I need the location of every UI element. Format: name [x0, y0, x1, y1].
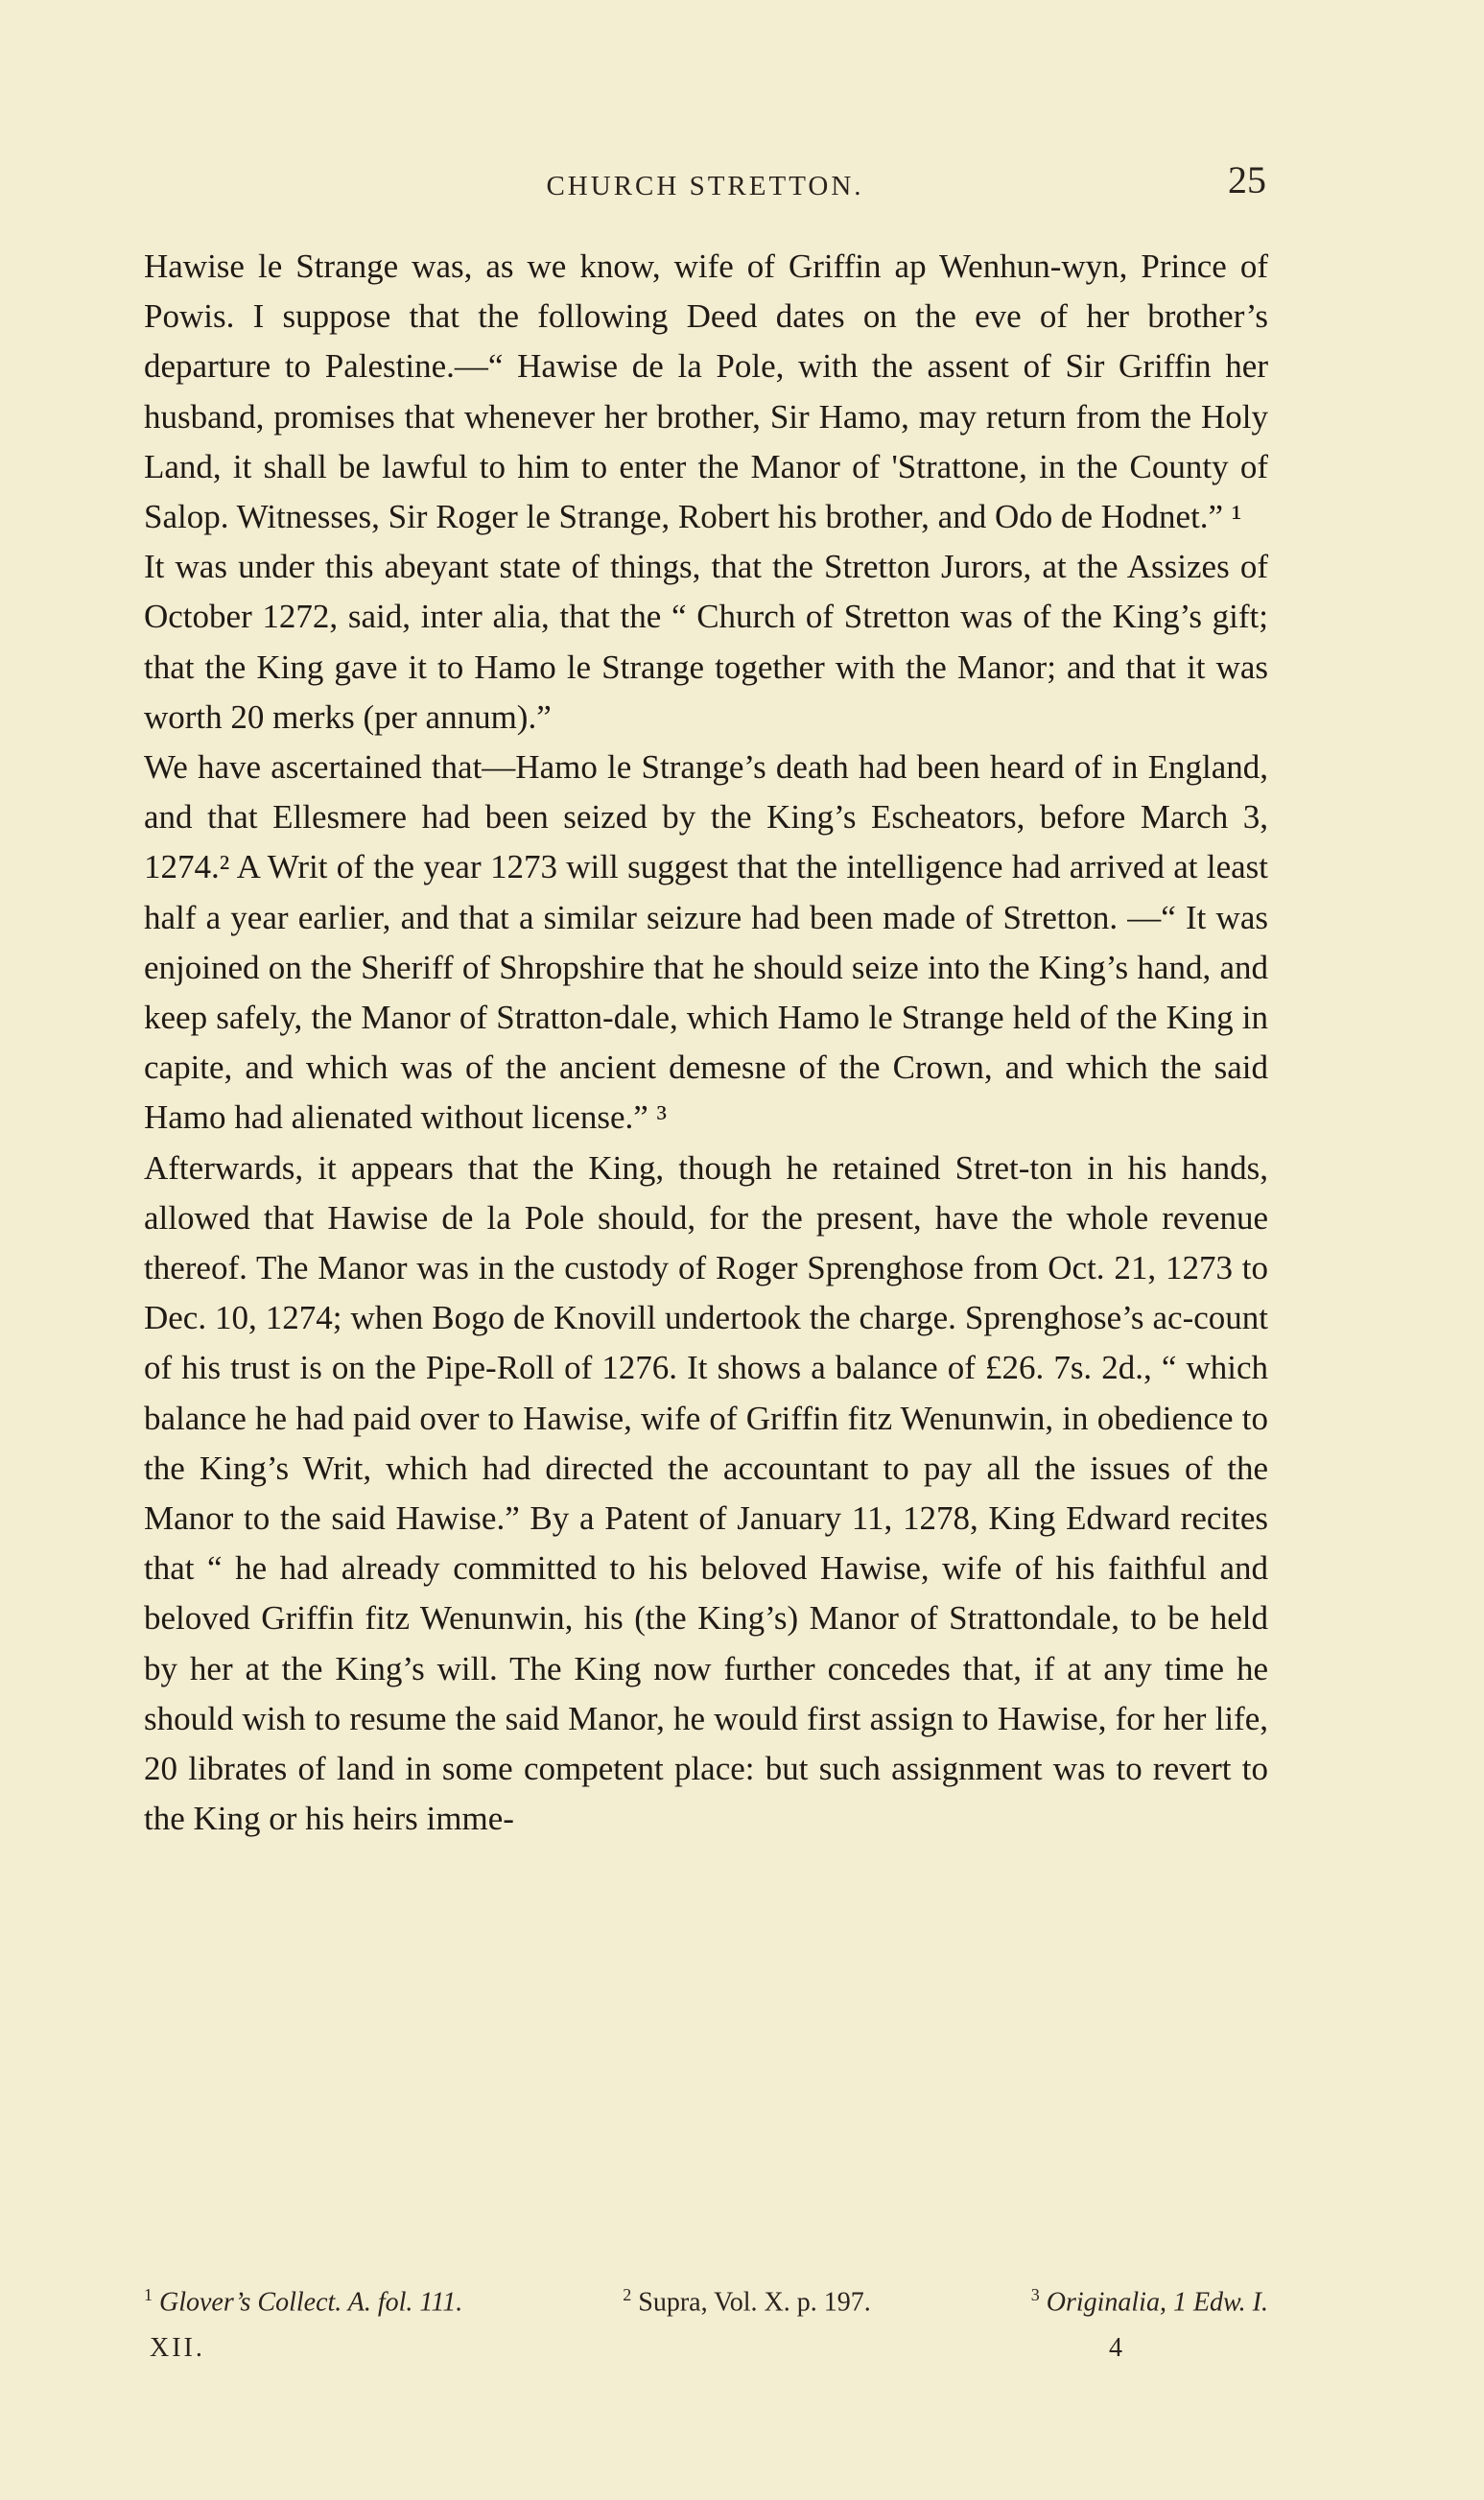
footnote-text: Glover’s Collect. A. fol. 111.	[159, 2287, 463, 2318]
page-header	[144, 158, 1266, 209]
footnote	[623, 2285, 870, 2318]
footnote-mark: 1	[144, 2285, 153, 2304]
footnote	[144, 2285, 462, 2318]
volume-mark: XII.	[150, 2333, 205, 2363]
signature-mark: 4	[1109, 2333, 1122, 2363]
footnote-text: Originalia, 1 Edw. I.	[1046, 2287, 1268, 2318]
paragraph: Hawise le Strange was, as we know, wife of Griffin ap Wenhun-wyn, Prince of Powis. I suppose that the following Deed dates on the eve of her brother’s departure to Palestine.—“ Hawise de la Pole, with the assent of Sir Griffin her husband, promises that whenever her brother, Sir Hamo, may return from the Holy Land, it shall be lawful to him to enter the Manor of 'Strattone, in the County of Salop. Witnesses, Sir Roger le Strange, Robert his brother, and Odo de Hodnet.” ¹	[144, 248, 1268, 536]
page-number: 25	[1228, 158, 1266, 201]
paragraph: We have ascertained that—Hamo le Strange’s death had been heard of in England, and that Ellesmere had been seized by the King’s Escheators, before March 3, 1274.² A Writ of the year 1273 will suggest that the intelligence had arrived at least half a year earlier, and that a similar seizure had been made of Stretton. —“ It was enjoined on the Sheriff of Shropshire that he should seize into the King’s hand, and keep safely, the Manor of Stratton-dale, which Hamo le Strange held of the King in capite, and which was of the ancient demesne of the Crown, and which the said Hamo had alienated without license.” ³	[144, 748, 1268, 1137]
paragraph: It was under this abeyant state of things, that the Stretton Jurors, at the Assizes of October 1272, said, inter alia, that the “ Church of Stretton was of the King’s gift; that the King gave it to Hamo le Strange together with the Manor; and that it was worth 20 merks (per annum).”	[144, 548, 1268, 736]
paragraph: Afterwards, it appears that the King, though he retained Stret-ton in his hands, allowed that Hawise de la Pole should, for the present, have the whole revenue thereof. The Manor was in the custody of Roger Sprenghose from Oct. 21, 1273 to Dec. 10, 1274; when Bogo de Knovill undertook the charge. Sprenghose’s ac-count of his trust is on the Pipe-Roll of 1276. It shows a balance of £26. 7s. 2d., “ which balance he had paid over to Hawise, wife of Griffin fitz Wenunwin, in obedience to the King’s Writ, which had directed the accountant to pay all the issues of the Manor to the said Hawise.” By a Patent of January 11, 1278, King Edward recites that “ he had already committed to his beloved Hawise, wife of his faithful and beloved Griffin fitz Wenunwin, his (the King’s) Manor of Strattondale, to be held by her at the King’s will. The King now further concedes that, if at any time he should wish to resume the said Manor, he would first assign to Hawise, for her life, 20 librates of land in some competent place: but such assignment was to revert to the King or his heirs imme-	[144, 1148, 1268, 1838]
running-head: CHURCH STRETTON.	[546, 171, 864, 201]
footnote-text: Supra, Vol. X. p. 197.	[638, 2287, 871, 2318]
body-text	[144, 242, 1268, 1845]
footnotes	[144, 2285, 1268, 2318]
footnote-mark: 3	[1030, 2285, 1040, 2304]
footnote	[1031, 2285, 1268, 2318]
footnote-mark: 2	[623, 2285, 632, 2304]
